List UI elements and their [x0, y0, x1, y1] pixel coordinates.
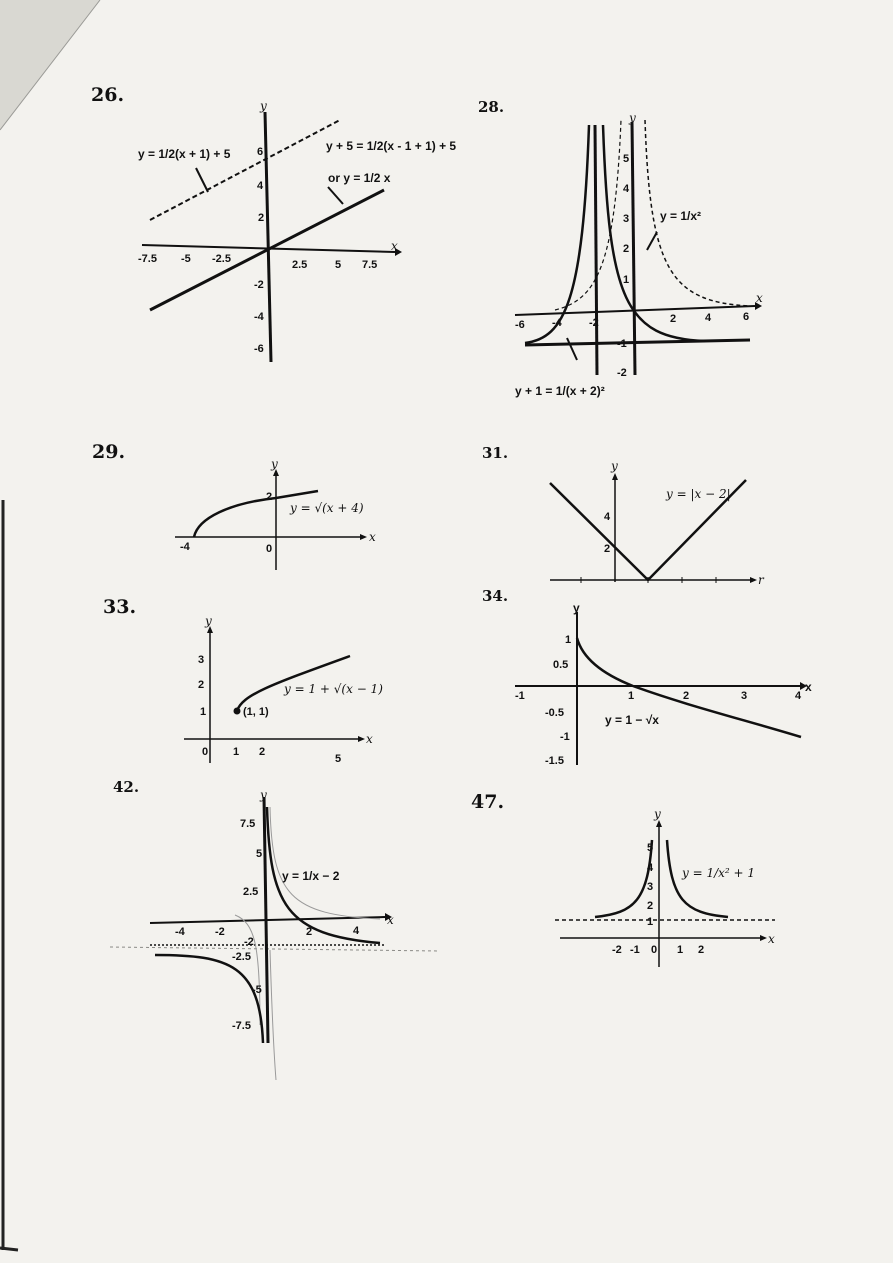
equation-label-or: or y = 1/2 x: [328, 171, 391, 185]
y-tick-label: 2: [604, 543, 611, 555]
x-tick-label: 6: [743, 311, 750, 323]
y-tick-label: 7.5: [240, 818, 256, 830]
asymptote-x-minus-2: [595, 125, 597, 375]
y-tick-label: 1: [647, 916, 654, 928]
equation-label-base: y = 1/x²: [660, 209, 702, 223]
problem-number-42: 42.: [113, 778, 140, 796]
y-tick-label: -2: [244, 936, 254, 948]
x-tick-label: 2: [259, 746, 266, 758]
y-axis: [265, 112, 271, 362]
x-tick-label: 4: [705, 312, 712, 324]
graph-31: [540, 458, 780, 588]
asymptote-y-minus-1: [525, 340, 750, 345]
problem-number-31: 31.: [482, 444, 509, 462]
y-axis-label: y: [611, 459, 618, 473]
x-tick-label: 4: [353, 925, 360, 937]
x-tick-label: -4: [180, 541, 190, 553]
x-axis-label: x: [369, 530, 376, 544]
equation-label-shifted: y + 1 = 1/(x + 2)²: [515, 384, 605, 398]
y-tick-label: 2: [266, 491, 273, 503]
problem-number-28: 28.: [478, 98, 505, 116]
equation-label: y = 1/x² + 1: [682, 866, 756, 880]
y-tick-label: 1: [623, 274, 630, 286]
x-tick-label: 2: [306, 926, 313, 938]
y-tick-label: 0.5: [553, 659, 569, 671]
curve-base-faint: [235, 915, 260, 1025]
y-tick-label: 6: [257, 146, 264, 158]
x-tick-label: 1: [233, 746, 240, 758]
y-axis-label: y: [629, 111, 636, 125]
x-tick-label: 2: [698, 944, 705, 956]
problem-number-34: 34.: [482, 587, 509, 605]
x-tick-label: 4: [795, 690, 802, 702]
problem-number-29: 29.: [92, 441, 126, 463]
graph-29: [170, 458, 390, 578]
problem-number-33: 33.: [103, 596, 137, 618]
x-tick-label: 3: [741, 690, 748, 702]
x-tick-label: 5: [335, 753, 342, 765]
curve-left: [595, 840, 652, 917]
x-tick-label: -6: [515, 319, 525, 331]
y-tick-label: -7.5: [232, 1020, 251, 1032]
y-tick-label: 2: [623, 243, 630, 255]
y-axis-label: y: [271, 458, 278, 471]
y-axis-label: y: [654, 807, 661, 821]
y-tick-label: 5: [647, 842, 654, 854]
problem-number-26: 26.: [91, 84, 125, 106]
y-tick-label: -1: [560, 731, 570, 743]
graph-28: [505, 110, 775, 430]
equation-label: y = 1 − √x: [605, 713, 659, 727]
y-tick-label: 3: [647, 881, 654, 893]
y-tick-label: -0.5: [545, 707, 564, 719]
x-tick-label: 2: [670, 313, 677, 325]
x-axis-label: x: [805, 680, 812, 694]
x-axis-label: x: [391, 239, 398, 253]
x-tick-label: 0: [202, 746, 209, 758]
x-tick-label: 0: [266, 543, 273, 555]
x-tick-label: -4: [175, 926, 185, 938]
y-tick-label: 2: [198, 679, 205, 691]
start-point: [234, 708, 241, 715]
x-tick-label: 0: [651, 944, 658, 956]
point-label: (1, 1): [243, 706, 269, 718]
x-axis-label: x: [756, 291, 763, 305]
equation-label-dashed: y = 1/2(x + 1) + 5: [138, 147, 231, 161]
y-tick-label: 1: [200, 706, 207, 718]
x-tick-label: -2: [589, 317, 599, 329]
y-axis: [632, 122, 635, 375]
y-tick-label: 5: [256, 848, 263, 860]
x-tick-label: -1: [630, 944, 640, 956]
x-axis-label: x: [366, 732, 373, 746]
y-tick-label: -4: [254, 311, 264, 323]
y-tick-label: -1: [617, 338, 627, 350]
equation-label: y = |x − 2|: [666, 487, 731, 501]
y-tick-label: -2: [254, 279, 264, 291]
x-axis-label: x: [768, 932, 775, 946]
problem-number-47: 47.: [471, 791, 505, 813]
y-tick-label: 5: [623, 153, 630, 165]
dashed-line-original: [150, 120, 340, 220]
y-axis-label: y: [205, 615, 212, 628]
x-tick-label: 7.5: [362, 259, 378, 271]
x-tick-label: 5: [335, 259, 342, 271]
x-tick-label: -5: [181, 253, 191, 265]
x-tick-label: -4: [552, 317, 562, 329]
y-axis-label: y: [260, 100, 267, 113]
y-tick-label: 2.5: [243, 886, 259, 898]
equation-label: y = √(x + 4): [290, 501, 364, 515]
y-tick-label: 2: [258, 212, 265, 224]
y-tick-label: -5: [252, 984, 262, 996]
equation-label: y = 1/x − 2: [282, 869, 340, 883]
x-tick-label: -2.5: [212, 253, 231, 265]
y-tick-label: -1.5: [545, 755, 564, 767]
graph-47: [550, 805, 790, 975]
x-tick-label: 2: [683, 690, 690, 702]
y-axis-label: y: [573, 601, 580, 615]
x-axis-label: r: [758, 573, 764, 587]
y-tick-label: -2.5: [232, 951, 251, 963]
y-tick-label: 4: [604, 511, 611, 523]
y-tick-label: 4: [647, 862, 654, 874]
y-tick-label: -6: [254, 343, 264, 355]
graph-26: [130, 100, 470, 370]
equation-label-shift: y + 5 = 1/2(x - 1 + 1) + 5: [326, 139, 457, 153]
graph-42: [110, 785, 450, 1085]
y-tick-label: 4: [257, 180, 264, 192]
y-tick-label: 4: [623, 183, 630, 195]
x-tick-label: -2: [612, 944, 622, 956]
y-tick-label: 3: [623, 213, 630, 225]
y-tick-label: 1: [565, 634, 572, 646]
equation-label: y = 1 + √(x − 1): [284, 682, 383, 696]
x-tick-label: -2: [215, 926, 225, 938]
x-tick-label: -1: [515, 690, 525, 702]
x-tick-label: 1: [677, 944, 684, 956]
curve-base-faint: [270, 807, 380, 919]
x-tick-label: 1: [628, 690, 635, 702]
y-axis-label: y: [260, 788, 267, 802]
graph-33: [180, 615, 390, 770]
y-tick-label: 3: [198, 654, 205, 666]
x-tick-label: -7.5: [138, 253, 157, 265]
y-tick-label: -2: [617, 367, 627, 379]
y-tick-label: 2: [647, 900, 654, 912]
x-tick-label: 2.5: [292, 259, 308, 271]
curve-shifted-solid: [525, 125, 589, 343]
graph-34: [505, 600, 815, 775]
x-axis-label: x: [387, 913, 394, 927]
